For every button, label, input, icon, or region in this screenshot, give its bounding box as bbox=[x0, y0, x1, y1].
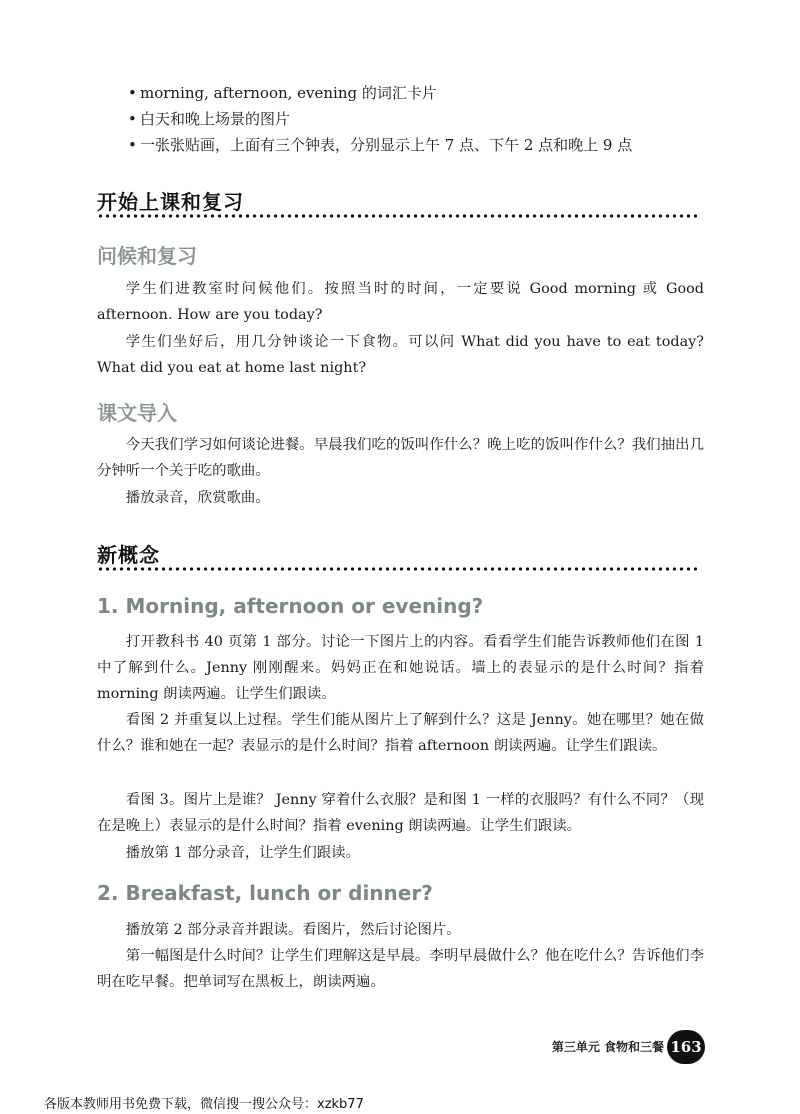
heading-greeting: 问候和复习 bbox=[97, 244, 197, 268]
bullet-icon: • bbox=[128, 110, 137, 128]
heading-part-2: 2. Breakfast, lunch or dinner? bbox=[97, 881, 433, 905]
dotted-divider bbox=[97, 214, 697, 218]
section-title-start-class: 开始上课和复习 bbox=[97, 188, 697, 216]
paragraph: 今天我们学习如何谈论进餐。早晨我们吃的饭叫作什么？晚上吃的饭叫作什么？我们抽出几分钟听一个关于吃的歌曲。 bbox=[97, 437, 704, 479]
paragraph: 播放第 2 部分录音并跟读。看图片，然后讨论图片。 bbox=[125, 922, 461, 938]
heading-part-1: 1. Morning, afternoon or evening? bbox=[97, 594, 484, 618]
section-title-new-concepts: 新概念 bbox=[97, 541, 697, 569]
paragraph: 播放录音，欣赏歌曲。 bbox=[125, 490, 270, 506]
list-item: • 白天和晚上场景的图片 bbox=[128, 106, 728, 132]
list-item: • 一张张贴画，上面有三个钟表，分别显示上午 7 点、下午 2 点和晚上 9 点 bbox=[128, 132, 728, 158]
paragraph: 播放第 1 部分录音，让学生们跟读。 bbox=[125, 845, 360, 861]
bullet-icon: • bbox=[128, 84, 137, 102]
paragraph: 看图 2 并重复以上过程。学生们能从图片上了解到什么？这是 Jenny。她在哪里？她在做什么？谁和她在一起？表显示的是什么时间？指着 afternoon 朗读两遍。让学生们跟读。 bbox=[97, 712, 704, 754]
dotted-divider bbox=[97, 567, 697, 571]
paragraph: 第一幅图是什么时间？让学生们理解这是早晨。李明早晨做什么？他在吃什么？告诉他们李明在吃早餐。把单词写在黑板上，朗读两遍。 bbox=[97, 948, 704, 990]
watermark-text: 各版本教师用书免费下载，微信搜一搜公众号：xzkb77 bbox=[44, 1097, 364, 1112]
paragraph: 学生们坐好后，用几分钟谈论一下食物。可以问 What did you have to eat today? What did you eat at home last night? bbox=[97, 334, 704, 376]
heading-intro: 课文导入 bbox=[97, 401, 177, 425]
unit-label: 第三单元 食物和三餐 bbox=[551, 1040, 664, 1054]
paragraph: 看图 3。图片上是谁？ Jenny 穿着什么衣服？是和图 1 一样的衣服吗？有什么不同？（现在是晚上）表显示的是什么时间？指着 evening 朗读两遍。让学生们跟读。 bbox=[97, 792, 704, 834]
list-item: • morning, afternoon, evening 的词汇卡片 bbox=[128, 80, 728, 106]
bullet-icon: • bbox=[128, 136, 137, 154]
paragraph: 学生们进教室时问候他们。按照当时的时间，一定要说 Good morning 或 Good afternoon. How are you today? bbox=[97, 281, 704, 323]
materials-list bbox=[128, 80, 728, 158]
page-number-badge: 163 bbox=[667, 1030, 705, 1064]
paragraph: 打开教科书 40 页第 1 部分。讨论一下图片上的内容。看看学生们能告诉教师他们在图 1 中了解到什么。Jenny 刚刚醒来。妈妈正在和她说话。墙上的表显示的是什么时间？指着 morning 朗读两遍。让学生们跟读。 bbox=[97, 634, 704, 702]
